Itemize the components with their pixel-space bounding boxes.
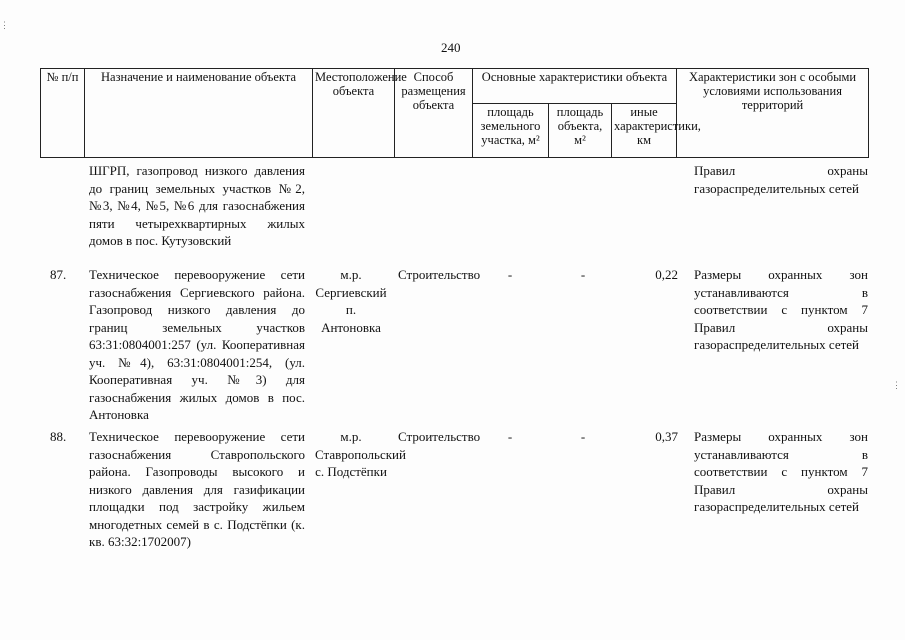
header-location: Местоположение объекта bbox=[313, 69, 395, 158]
row-name: Техническое перевооружение сети газоснабжения Сергиевского района. Газопровод низкого давления до границ земельных участков 63:31:0804001:257 (ул. Кооперативная уч. №4), 63:31:0804001:254, (ул. Кооперативная уч. №3) для газоснабжения жилых домов в пос. Антоновка bbox=[89, 267, 305, 422]
row-zone: Размеры охранных зон устанавливаются в соответствии с пунктом 7 Правил охраны газораспределительных сетей bbox=[694, 429, 868, 514]
row-location: м.р. Сергиевский п. Антоновка bbox=[315, 267, 387, 335]
row-area-land: - bbox=[507, 267, 513, 282]
row-method: Строительство bbox=[398, 429, 481, 444]
row-method: Строительство bbox=[398, 267, 481, 282]
table-row bbox=[40, 266, 868, 428]
header-zones: Характеристики зон с особыми условиями использования территорий bbox=[677, 69, 869, 158]
row-number: 87. bbox=[50, 267, 67, 282]
table-row-continuation bbox=[40, 160, 868, 266]
row-zone: Правил охраны газораспределительных сетей bbox=[694, 163, 868, 196]
header-name: Назначение и наименование объекта bbox=[85, 69, 313, 158]
header-area-land: площадь земельного участка, м² bbox=[473, 104, 549, 158]
row-area-land: - bbox=[507, 429, 513, 444]
header-area-object: площадь объекта, м² bbox=[549, 104, 612, 158]
row-other: 0,22 bbox=[655, 267, 678, 282]
scan-artifact: ⋮ bbox=[892, 380, 901, 390]
scan-artifact: ⋮ bbox=[0, 20, 9, 30]
table-body bbox=[40, 160, 868, 578]
header-method: Способ размещения объекта bbox=[395, 69, 473, 158]
header-num: № п/п bbox=[41, 69, 85, 158]
page-number: 240 bbox=[441, 40, 461, 55]
row-area-object: - bbox=[580, 429, 586, 444]
header-main-characteristics: Основные характеристики объекта bbox=[473, 69, 677, 104]
table-row bbox=[40, 428, 868, 578]
row-area-object: - bbox=[580, 267, 586, 282]
row-name: ШГРП, газопровод низкого давления до границ земельных участков №2, №3, №4, №5, №6 для газоснабжения пяти четырехквартирных жилых домов в пос. Кутузовский bbox=[89, 163, 305, 248]
row-other: 0,37 bbox=[655, 429, 678, 444]
row-zone: Размеры охранных зон устанавливаются в соответствии с пунктом 7 Правил охраны газораспределительных сетей bbox=[694, 267, 868, 352]
row-name: Техническое перевооружение сети газоснабжения Ставропольского района. Газопроводы высокого и низкого давления для газификации площадки под застройку жильем многодетных семей в с. Подстёпки (к. кв. 63:32:1702007) bbox=[89, 429, 305, 549]
header-other-characteristics: иные характеристики, км bbox=[612, 104, 677, 158]
row-location: м.р. Ставропольский с. Подстёпки bbox=[315, 429, 406, 479]
table-header bbox=[40, 68, 869, 158]
row-number: 88. bbox=[50, 429, 67, 444]
